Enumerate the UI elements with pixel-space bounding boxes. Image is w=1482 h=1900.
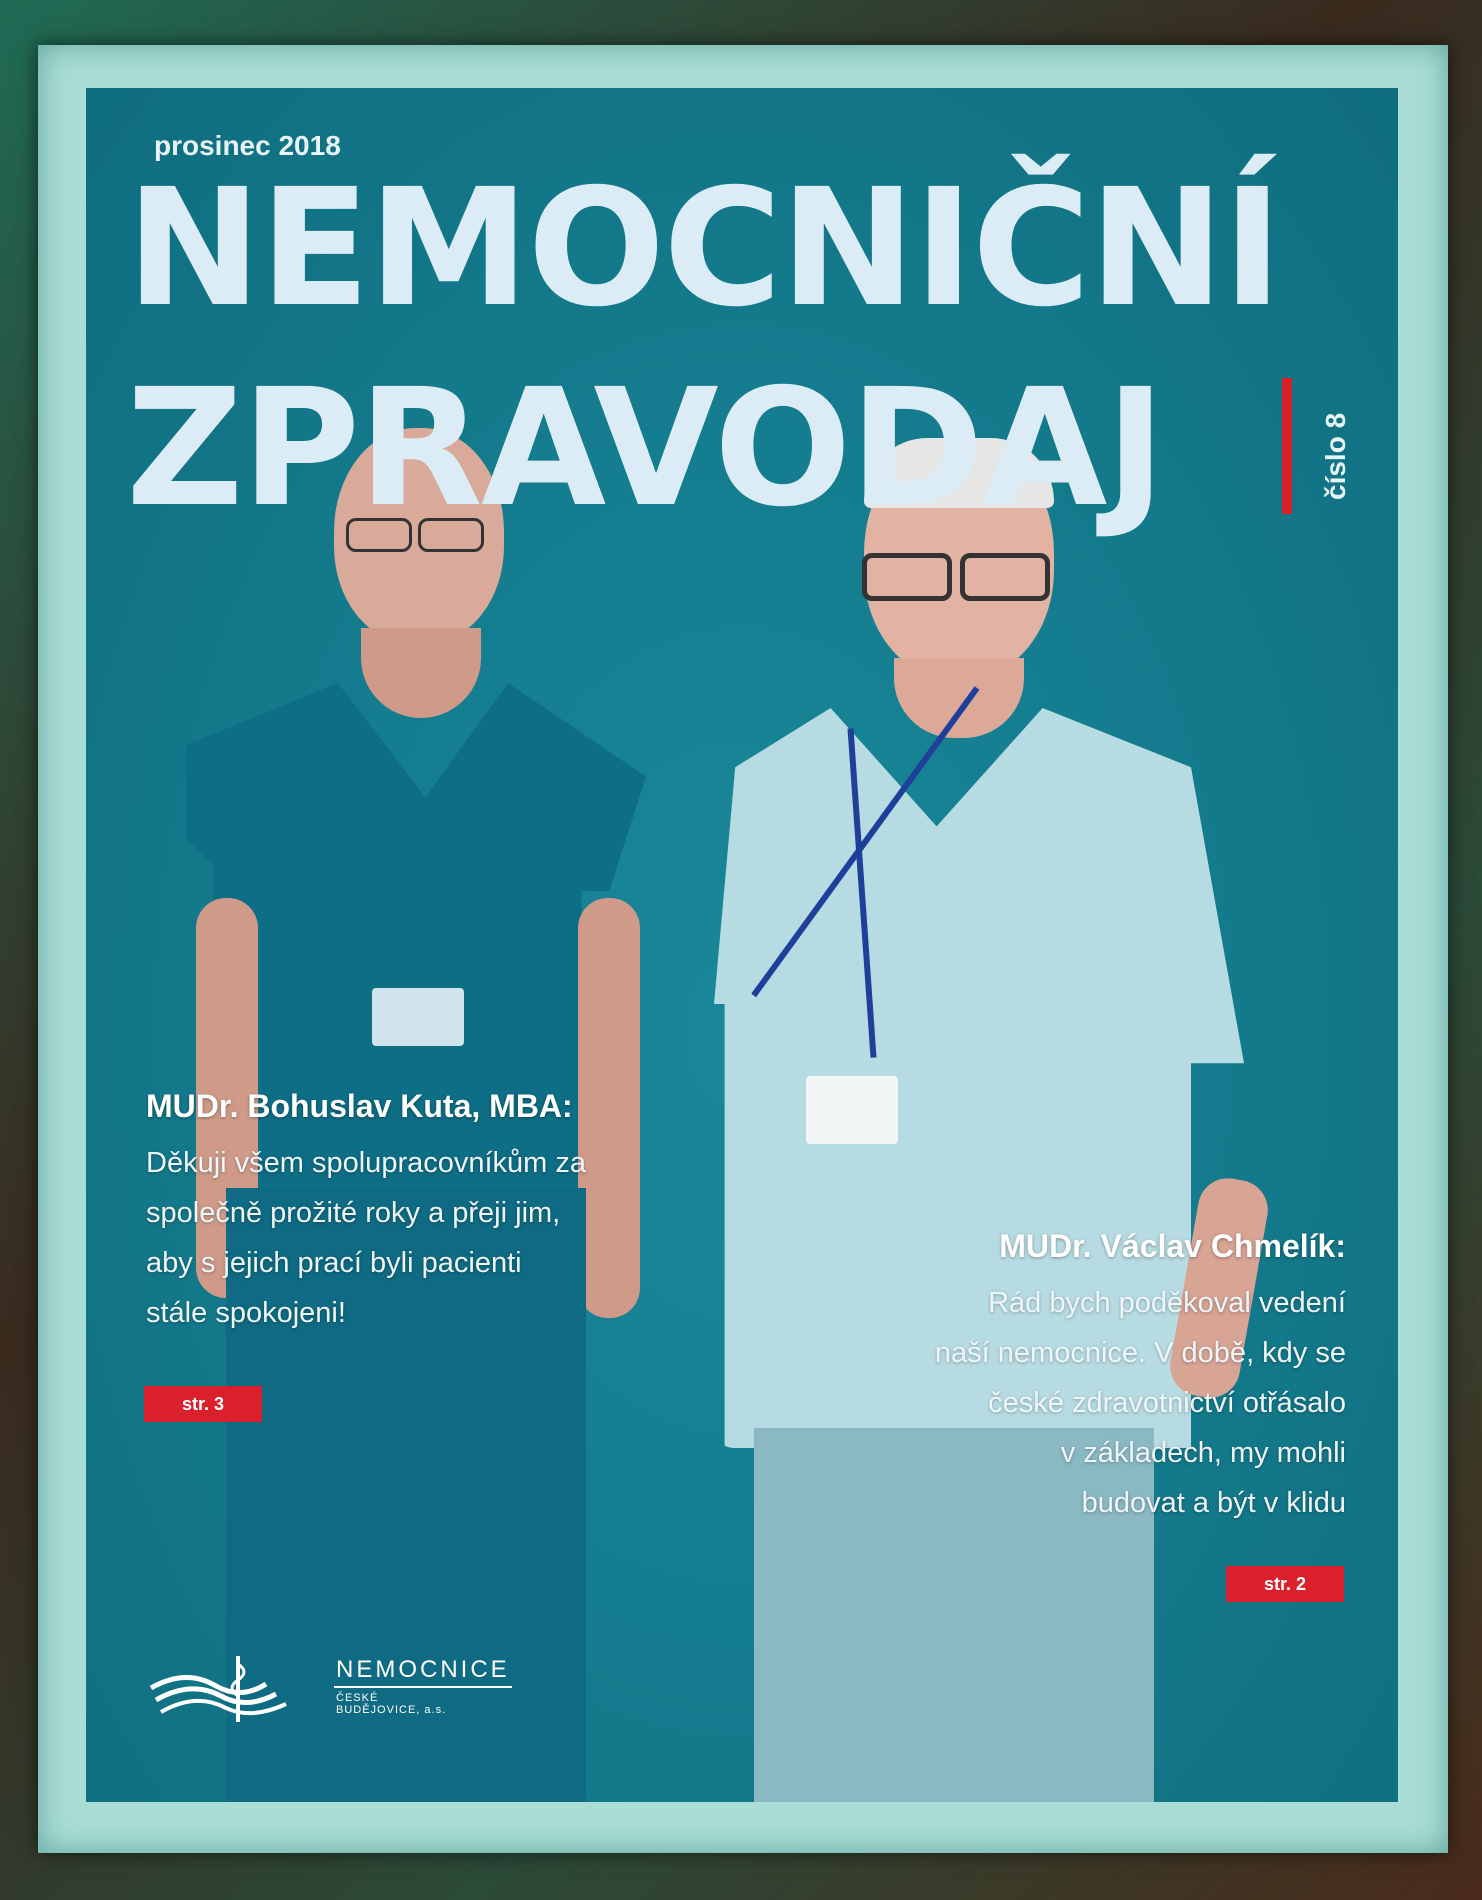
- quote-right-line: Rád bych poděkoval vedení: [988, 1287, 1346, 1319]
- person-right-glasses-icon-2: [960, 553, 1050, 601]
- issue-number-wrap: [1276, 388, 1386, 508]
- quote-right-name: MUDr. Václav Chmelík:: [999, 1228, 1346, 1264]
- person-left-badge: [372, 988, 464, 1046]
- page-ref-right-badge[interactable]: str. 2: [1226, 1566, 1344, 1602]
- magazine-cover: [86, 88, 1398, 1802]
- hospital-logo-subtitle: ČESKÉ BUDĚJOVICE, a.s.: [336, 1692, 447, 1716]
- person-right-badge: [806, 1076, 898, 1144]
- quote-left-name: MUDr. Bohuslav Kuta, MBA:: [146, 1088, 573, 1124]
- person-right-neck: [894, 658, 1024, 738]
- hospital-logo-icon: [146, 1648, 326, 1728]
- person-right-illustration: [714, 438, 1274, 1802]
- hospital-logo-rule: [334, 1686, 512, 1688]
- quote-right-line: budovat a být v klidu: [1081, 1487, 1346, 1519]
- quote-right-line: naší nemocnice. V době, kdy se: [934, 1337, 1346, 1369]
- page-ref-left-badge[interactable]: str. 3: [144, 1386, 262, 1422]
- magazine-title-line-1: NEMOCNIČNÍ: [126, 155, 1281, 343]
- hospital-logo-name: NEMOCNICE: [336, 1656, 510, 1683]
- quote-right-line: české zdravotnictví otřásalo: [988, 1387, 1346, 1419]
- issue-date: prosinec 2018: [154, 130, 341, 161]
- person-right-glasses-icon: [862, 553, 952, 601]
- quote-right-text: [786, 1278, 1346, 1528]
- hospital-logo: [146, 1648, 510, 1728]
- quote-left-line: Děkuji všem spolupracovníkům za: [146, 1147, 587, 1179]
- quote-left-line: aby s jejich prací byli pacienti: [146, 1247, 522, 1279]
- magazine-title-line-2: ZPRAVODAJ: [126, 355, 1164, 543]
- quote-right-line: v základech, my mohli: [1060, 1437, 1346, 1469]
- person-left-neck: [361, 628, 481, 718]
- quote-left-line: společně prožité roky a přeji jim,: [146, 1197, 561, 1229]
- quote-left-line: stále spokojeni!: [146, 1297, 346, 1329]
- issue-number: číslo 8: [1320, 412, 1351, 500]
- quote-left-text: [146, 1138, 686, 1338]
